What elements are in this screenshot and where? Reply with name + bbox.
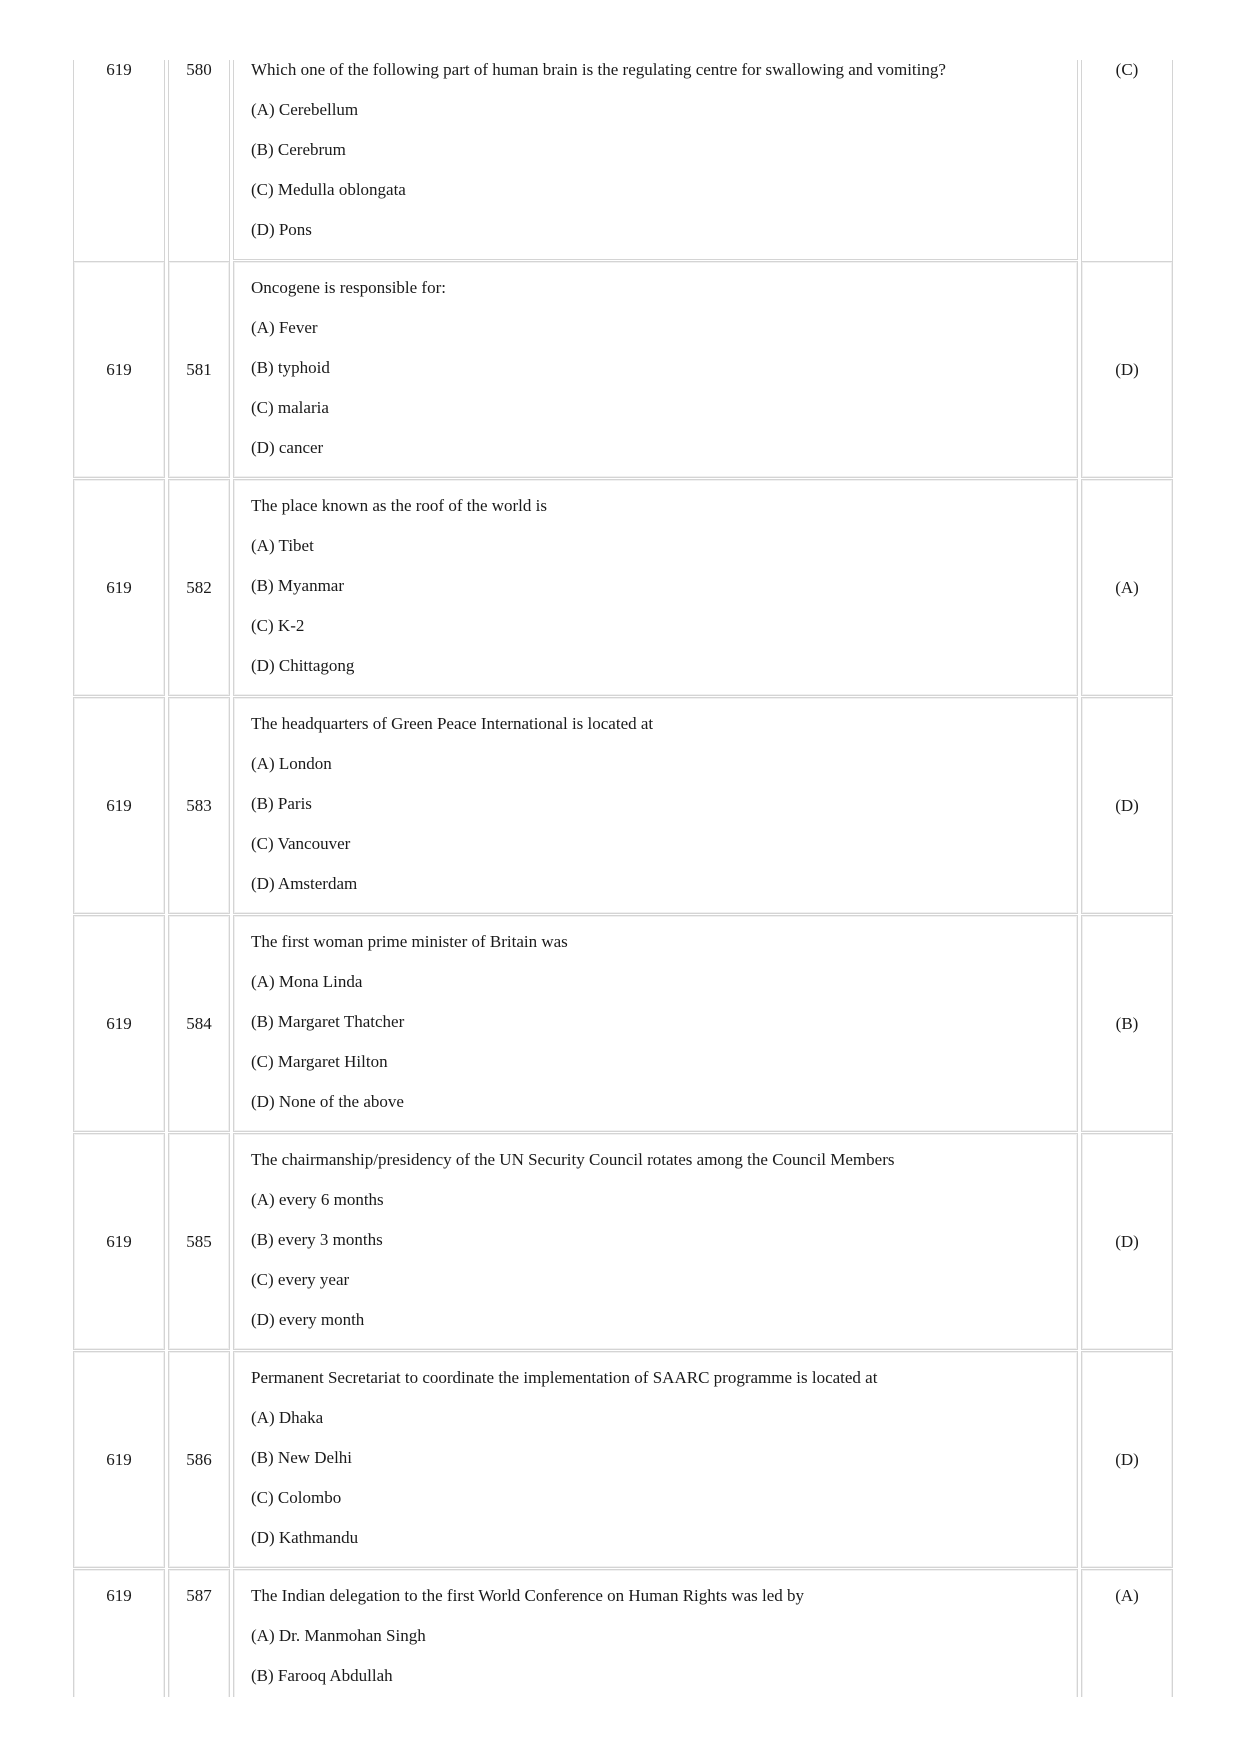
option-d: (D) cancer [251,438,324,457]
option-b: (B) New Delhi [251,1448,353,1467]
question-cell [233,261,1078,478]
question-number-cell [168,697,230,914]
question-cell [233,1351,1078,1568]
option-a: (A) Tibet [251,536,314,555]
table-row [73,261,1173,478]
answer-key: (B) [1115,1014,1139,1033]
option-c: (C) Medulla oblongata [251,180,406,199]
question-cell [233,1133,1078,1350]
option-b: (B) every 3 months [251,1230,383,1249]
option-d: (D) Amsterdam [251,874,358,893]
paper-code-cell [73,1351,165,1568]
option-d: (D) Chittagong [251,656,355,675]
question-text: Oncogene is responsible for: [251,278,446,297]
option-b: (B) Myanmar [251,576,345,595]
question-number-cell [168,261,230,478]
answer-cell [1081,479,1173,696]
option-c: (C) every year [251,1270,350,1289]
option-a: (A) Fever [251,318,318,337]
question-text: The headquarters of Green Peace International is located at [251,714,654,733]
option-b: (B) Cerebrum [251,140,346,159]
question-number-cell [168,1133,230,1350]
paper-code: 619 [106,1014,132,1033]
question-number: 582 [186,578,212,597]
answer-cell [1081,915,1173,1132]
table-row [73,915,1173,1132]
question-number: 586 [186,1450,212,1469]
option-b: (B) Margaret Thatcher [251,1012,405,1031]
option-c: (C) malaria [251,398,329,417]
option-c: (C) K-2 [251,616,305,635]
question-cell [233,697,1078,914]
paper-code: 619 [106,1232,132,1251]
option-c: (C) Colombo [251,1488,342,1507]
question-text: Which one of the following part of human brain is the regulating centre for swallowing and vomiting? [251,60,946,79]
question-text: The place known as the roof of the world is [251,496,547,515]
question-number-cell [168,1569,230,1697]
question-number: 581 [186,360,212,379]
answer-cell [1081,1351,1173,1568]
option-c: (C) Margaret Hilton [251,1052,388,1071]
answer-key: (A) [1115,578,1139,597]
option-b: (B) Farooq Abdullah [251,1666,393,1685]
answer-key: (D) [1115,796,1139,815]
table-row [73,60,1173,263]
paper-code-cell [73,261,165,478]
question-cell [233,915,1078,1132]
option-b: (B) Paris [251,794,312,813]
option-a: (A) Mona Linda [251,972,363,991]
answer-cell [1081,1133,1173,1350]
question-number: 587 [186,1586,212,1605]
option-d: (D) Pons [251,220,312,239]
option-a: (A) Cerebellum [251,100,359,119]
table-row [73,1351,1173,1568]
option-a: (A) London [251,754,332,773]
option-b: (B) typhoid [251,358,330,377]
table-row [73,697,1173,914]
question-table [73,60,1173,1697]
question-number-cell [168,60,230,263]
answer-key: (C) [1115,60,1139,79]
question-number: 584 [186,1014,212,1033]
option-a: (A) every 6 months [251,1190,384,1209]
answer-cell [1081,261,1173,478]
question-number-cell [168,915,230,1132]
option-d: (D) Kathmandu [251,1528,359,1547]
question-cell [233,1569,1078,1697]
table-row [73,479,1173,696]
paper-code-cell [73,60,165,263]
option-a: (A) Dhaka [251,1408,324,1427]
answer-key: (D) [1115,1232,1139,1251]
option-c: (C) Vancouver [251,834,351,853]
question-number: 580 [186,60,212,79]
question-text: Permanent Secretariat to coordinate the implementation of SAARC programme is located at [251,1368,878,1387]
question-text: The chairmanship/presidency of the UN Security Council rotates among the Council Members [251,1150,895,1169]
question-number-cell [168,479,230,696]
paper-code-cell [73,1133,165,1350]
paper-code: 619 [106,60,132,79]
question-cell [233,60,1078,260]
table-row [73,1569,1173,1697]
option-d: (D) every month [251,1310,365,1329]
question-text: The Indian delegation to the first World Conference on Human Rights was led by [251,1586,805,1605]
question-cell [233,479,1078,696]
answer-cell [1081,697,1173,914]
question-number: 585 [186,1232,212,1251]
answer-cell [1081,1569,1173,1697]
answer-key: (D) [1115,360,1139,379]
question-text: The first woman prime minister of Britain was [251,932,568,951]
table-row [73,1133,1173,1350]
option-a: (A) Dr. Manmohan Singh [251,1626,426,1645]
answer-key: (A) [1115,1586,1139,1605]
paper-code-cell [73,479,165,696]
question-number-cell [168,1351,230,1568]
answer-cell [1081,60,1173,263]
paper-code: 619 [106,1450,132,1469]
paper-code: 619 [106,796,132,815]
paper-code: 619 [106,578,132,597]
paper-code: 619 [106,360,132,379]
answer-key: (D) [1115,1450,1139,1469]
question-number: 583 [186,796,212,815]
paper-code-cell [73,697,165,914]
paper-code: 619 [106,1586,132,1605]
option-d: (D) None of the above [251,1092,404,1111]
paper-code-cell [73,915,165,1132]
paper-code-cell [73,1569,165,1697]
